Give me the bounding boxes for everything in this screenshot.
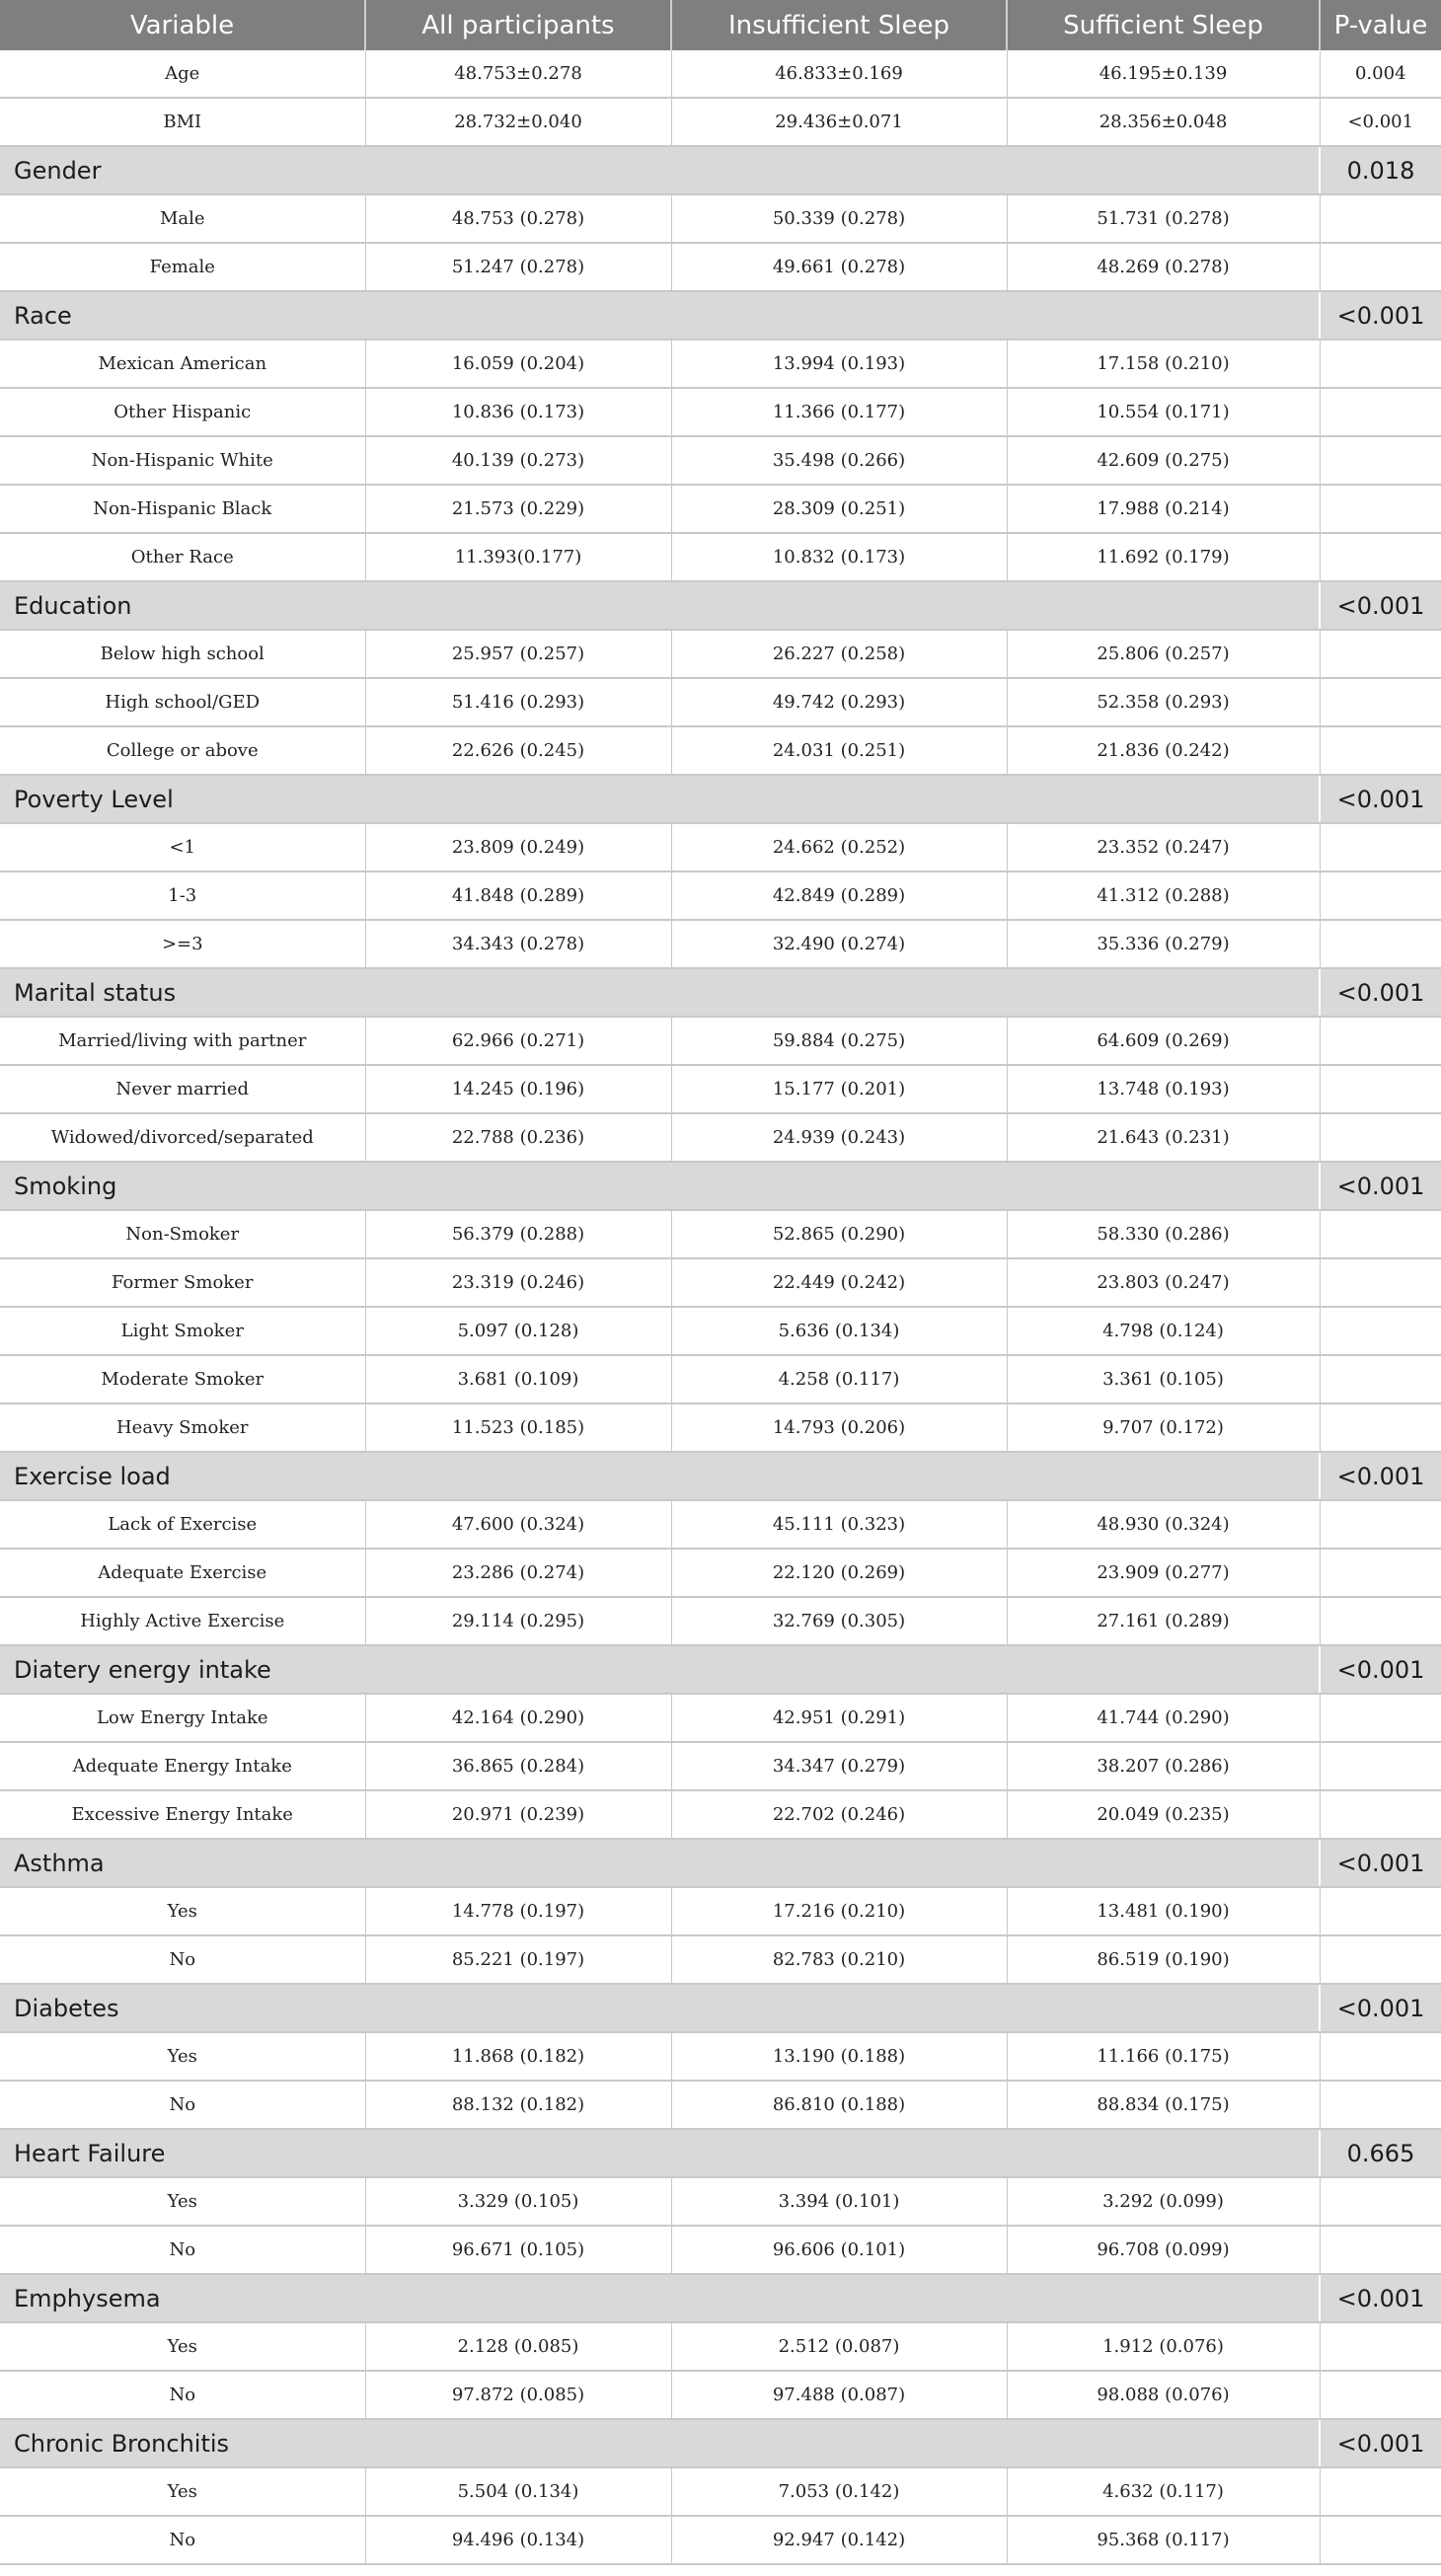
p-value-cell <box>1320 1307 1441 1355</box>
variable-cell: No <box>0 2081 365 2129</box>
p-value-cell <box>1320 2371 1441 2419</box>
sufficient-sleep-cell: 17.158 (0.210) <box>1007 340 1320 388</box>
p-value-cell <box>1320 1694 1441 1742</box>
table-row <box>0 1307 1441 1355</box>
p-value-cell <box>1320 823 1441 871</box>
table-row <box>0 2226 1441 2274</box>
p-value-cell: 0.004 <box>1320 50 1441 98</box>
insufficient-sleep-cell: 49.661 (0.278) <box>671 243 1007 291</box>
sufficient-sleep-cell: 48.269 (0.278) <box>1007 243 1320 291</box>
group-label: Education <box>0 581 1320 630</box>
insufficient-sleep-cell: 82.783 (0.210) <box>671 1935 1007 1984</box>
insufficient-sleep-cell: 24.939 (0.243) <box>671 1113 1007 1162</box>
group-header-row <box>0 1162 1441 1210</box>
all-participants-cell: 3.329 (0.105) <box>365 2177 671 2226</box>
insufficient-sleep-cell: 3.394 (0.101) <box>671 2177 1007 2226</box>
group-label: Race <box>0 291 1320 340</box>
variable-cell: Lack of Exercise <box>0 1500 365 1549</box>
p-value-cell <box>1320 871 1441 920</box>
p-value-cell <box>1320 1742 1441 1790</box>
table-row <box>0 1403 1441 1452</box>
sufficient-sleep-cell: 88.834 (0.175) <box>1007 2081 1320 2129</box>
sufficient-sleep-cell: 52.358 (0.293) <box>1007 678 1320 726</box>
p-value-cell <box>1320 2177 1441 2226</box>
all-participants-cell: 22.788 (0.236) <box>365 1113 671 1162</box>
insufficient-sleep-cell: 49.742 (0.293) <box>671 678 1007 726</box>
group-label: Smoking <box>0 1162 1320 1210</box>
all-participants-cell: 2.128 (0.085) <box>365 2322 671 2371</box>
table-row <box>0 2081 1441 2129</box>
group-header-row <box>0 2129 1441 2177</box>
p-value-cell <box>1320 388 1441 436</box>
header-all-participants: All participants <box>365 0 671 50</box>
header-variable: Variable <box>0 0 365 50</box>
header-p-value: P-value <box>1320 0 1441 50</box>
variable-cell: No <box>0 2226 365 2274</box>
sufficient-sleep-cell: 64.609 (0.269) <box>1007 1017 1320 1065</box>
insufficient-sleep-cell: 13.190 (0.188) <box>671 2032 1007 2081</box>
sufficient-sleep-cell: 4.632 (0.117) <box>1007 2467 1320 2516</box>
all-participants-cell: 3.681 (0.109) <box>365 1355 671 1403</box>
table-row <box>0 1017 1441 1065</box>
p-value-cell: <0.001 <box>1320 98 1441 146</box>
group-p-value: <0.001 <box>1320 1839 1441 1887</box>
p-value-cell <box>1320 194 1441 243</box>
p-value-cell <box>1320 1065 1441 1113</box>
group-header-row <box>0 146 1441 194</box>
sufficient-sleep-cell: 27.161 (0.289) <box>1007 1597 1320 1645</box>
insufficient-sleep-cell: 45.111 (0.323) <box>671 1500 1007 1549</box>
all-participants-cell: 29.114 (0.295) <box>365 1597 671 1645</box>
all-participants-cell: 16.059 (0.204) <box>365 340 671 388</box>
sufficient-sleep-cell: 11.166 (0.175) <box>1007 2032 1320 2081</box>
sufficient-sleep-cell: 3.292 (0.099) <box>1007 2177 1320 2226</box>
all-participants-cell: 20.971 (0.239) <box>365 1790 671 1839</box>
insufficient-sleep-cell: 35.498 (0.266) <box>671 436 1007 485</box>
insufficient-sleep-cell: 46.833±0.169 <box>671 50 1007 98</box>
table-row <box>0 1210 1441 1258</box>
insufficient-sleep-cell: 22.449 (0.242) <box>671 1258 1007 1307</box>
variable-cell: College or above <box>0 726 365 775</box>
group-p-value: <0.001 <box>1320 581 1441 630</box>
all-participants-cell: 36.865 (0.284) <box>365 1742 671 1790</box>
variable-cell: Married/living with partner <box>0 1017 365 1065</box>
all-participants-cell: 11.868 (0.182) <box>365 2032 671 2081</box>
p-value-cell <box>1320 533 1441 581</box>
all-participants-cell: 42.164 (0.290) <box>365 1694 671 1742</box>
variable-cell: Female <box>0 243 365 291</box>
p-value-cell <box>1320 2226 1441 2274</box>
insufficient-sleep-cell: 59.884 (0.275) <box>671 1017 1007 1065</box>
table-row <box>0 2177 1441 2226</box>
insufficient-sleep-cell: 86.810 (0.188) <box>671 2081 1007 2129</box>
sufficient-sleep-cell: 28.356±0.048 <box>1007 98 1320 146</box>
table-row <box>0 436 1441 485</box>
sufficient-sleep-cell: 1.912 (0.076) <box>1007 2322 1320 2371</box>
group-label: Diatery energy intake <box>0 1645 1320 1694</box>
all-participants-cell: 40.139 (0.273) <box>365 436 671 485</box>
insufficient-sleep-cell: 42.951 (0.291) <box>671 1694 1007 1742</box>
all-participants-cell: 21.573 (0.229) <box>365 485 671 533</box>
p-value-cell <box>1320 1597 1441 1645</box>
variable-cell: Yes <box>0 2177 365 2226</box>
header-sufficient-sleep: Sufficient Sleep <box>1007 0 1320 50</box>
all-participants-cell: 97.872 (0.085) <box>365 2371 671 2419</box>
all-participants-cell: 5.097 (0.128) <box>365 1307 671 1355</box>
insufficient-sleep-cell: 52.865 (0.290) <box>671 1210 1007 1258</box>
table-row <box>0 1887 1441 1935</box>
sufficient-sleep-cell: 13.481 (0.190) <box>1007 1887 1320 1935</box>
insufficient-sleep-cell: 32.769 (0.305) <box>671 1597 1007 1645</box>
insufficient-sleep-cell: 42.849 (0.289) <box>671 871 1007 920</box>
sufficient-sleep-cell: 23.909 (0.277) <box>1007 1549 1320 1597</box>
p-value-cell <box>1320 678 1441 726</box>
all-participants-cell: 51.416 (0.293) <box>365 678 671 726</box>
sufficient-sleep-cell: 46.195±0.139 <box>1007 50 1320 98</box>
group-p-value: <0.001 <box>1320 1645 1441 1694</box>
p-value-cell <box>1320 485 1441 533</box>
variable-cell: >=3 <box>0 920 365 968</box>
all-participants-cell: 5.504 (0.134) <box>365 2467 671 2516</box>
variable-cell: High school/GED <box>0 678 365 726</box>
variable-cell: Non-Smoker <box>0 1210 365 1258</box>
all-participants-cell: 14.245 (0.196) <box>365 1065 671 1113</box>
p-value-cell <box>1320 1403 1441 1452</box>
table-row <box>0 726 1441 775</box>
p-value-cell <box>1320 920 1441 968</box>
insufficient-sleep-cell: 29.436±0.071 <box>671 98 1007 146</box>
variable-cell: Excessive Energy Intake <box>0 1790 365 1839</box>
group-label: Exercise load <box>0 1452 1320 1500</box>
all-participants-cell: 96.671 (0.105) <box>365 2226 671 2274</box>
insufficient-sleep-cell: 92.947 (0.142) <box>671 2516 1007 2564</box>
p-value-cell <box>1320 1935 1441 1984</box>
variable-cell: Former Smoker <box>0 1258 365 1307</box>
all-participants-cell: 23.286 (0.274) <box>365 1549 671 1597</box>
sufficient-sleep-cell: 96.708 (0.099) <box>1007 2226 1320 2274</box>
table-row <box>0 1355 1441 1403</box>
group-p-value: <0.001 <box>1320 775 1441 823</box>
p-value-cell <box>1320 1887 1441 1935</box>
table-row <box>0 194 1441 243</box>
p-value-cell <box>1320 630 1441 678</box>
group-label: Marital status <box>0 968 1320 1017</box>
group-label: Gender <box>0 146 1320 194</box>
insufficient-sleep-cell: 28.309 (0.251) <box>671 485 1007 533</box>
all-participants-cell: 41.848 (0.289) <box>365 871 671 920</box>
insufficient-sleep-cell: 34.347 (0.279) <box>671 1742 1007 1790</box>
all-participants-cell: 10.836 (0.173) <box>365 388 671 436</box>
insufficient-sleep-cell: 17.216 (0.210) <box>671 1887 1007 1935</box>
p-value-cell <box>1320 1790 1441 1839</box>
p-value-cell <box>1320 2081 1441 2129</box>
insufficient-sleep-cell: 7.053 (0.142) <box>671 2467 1007 2516</box>
all-participants-cell: 25.957 (0.257) <box>365 630 671 678</box>
group-p-value: <0.001 <box>1320 291 1441 340</box>
sufficient-sleep-cell: 11.692 (0.179) <box>1007 533 1320 581</box>
sufficient-sleep-cell: 25.806 (0.257) <box>1007 630 1320 678</box>
table-row <box>0 1742 1441 1790</box>
group-label: Chronic Bronchitis <box>0 2419 1320 2467</box>
group-header-row <box>0 1645 1441 1694</box>
p-value-cell <box>1320 1500 1441 1549</box>
variable-cell: Highly Active Exercise <box>0 1597 365 1645</box>
table-row <box>0 243 1441 291</box>
all-participants-cell: 23.319 (0.246) <box>365 1258 671 1307</box>
p-value-cell <box>1320 1355 1441 1403</box>
p-value-cell <box>1320 1017 1441 1065</box>
all-participants-cell: 62.966 (0.271) <box>365 1017 671 1065</box>
table-row <box>0 1500 1441 1549</box>
variable-cell: Never married <box>0 1065 365 1113</box>
all-participants-cell: 34.343 (0.278) <box>365 920 671 968</box>
all-participants-cell: 48.753±0.278 <box>365 50 671 98</box>
table-row <box>0 2467 1441 2516</box>
table-row <box>0 630 1441 678</box>
variable-cell: Widowed/divorced/separated <box>0 1113 365 1162</box>
variable-cell: Moderate Smoker <box>0 1355 365 1403</box>
sufficient-sleep-cell: 42.609 (0.275) <box>1007 436 1320 485</box>
p-value-cell <box>1320 2322 1441 2371</box>
variable-cell: <1 <box>0 823 365 871</box>
insufficient-sleep-cell: 15.177 (0.201) <box>671 1065 1007 1113</box>
variable-cell: Yes <box>0 2032 365 2081</box>
group-header-row <box>0 581 1441 630</box>
all-participants-cell: 51.247 (0.278) <box>365 243 671 291</box>
variable-cell: Adequate Exercise <box>0 1549 365 1597</box>
sufficient-sleep-cell: 35.336 (0.279) <box>1007 920 1320 968</box>
variable-cell: Non-Hispanic Black <box>0 485 365 533</box>
table-row <box>0 50 1441 98</box>
variable-cell: No <box>0 2516 365 2564</box>
sufficient-sleep-cell: 48.930 (0.324) <box>1007 1500 1320 1549</box>
table-row <box>0 485 1441 533</box>
variable-cell: Low Energy Intake <box>0 1694 365 1742</box>
insufficient-sleep-cell: 50.339 (0.278) <box>671 194 1007 243</box>
variable-cell: No <box>0 1935 365 1984</box>
insufficient-sleep-cell: 96.606 (0.101) <box>671 2226 1007 2274</box>
table-row <box>0 98 1441 146</box>
table-row <box>0 1790 1441 1839</box>
insufficient-sleep-cell: 24.662 (0.252) <box>671 823 1007 871</box>
group-header-row <box>0 2274 1441 2322</box>
sufficient-sleep-cell: 10.554 (0.171) <box>1007 388 1320 436</box>
insufficient-sleep-cell: 24.031 (0.251) <box>671 726 1007 775</box>
group-p-value: <0.001 <box>1320 1452 1441 1500</box>
group-label: Emphysema <box>0 2274 1320 2322</box>
sufficient-sleep-cell: 20.049 (0.235) <box>1007 1790 1320 1839</box>
table-row <box>0 678 1441 726</box>
p-value-cell <box>1320 2516 1441 2564</box>
all-participants-cell: 47.600 (0.324) <box>365 1500 671 1549</box>
insufficient-sleep-cell: 26.227 (0.258) <box>671 630 1007 678</box>
table-row <box>0 1694 1441 1742</box>
sufficient-sleep-cell: 9.707 (0.172) <box>1007 1403 1320 1452</box>
sufficient-sleep-cell: 23.803 (0.247) <box>1007 1258 1320 1307</box>
insufficient-sleep-cell: 22.702 (0.246) <box>671 1790 1007 1839</box>
group-label: Diabetes <box>0 1984 1320 2032</box>
table-row <box>0 1597 1441 1645</box>
p-value-cell <box>1320 2467 1441 2516</box>
insufficient-sleep-cell: 11.366 (0.177) <box>671 388 1007 436</box>
sufficient-sleep-cell: 41.312 (0.288) <box>1007 871 1320 920</box>
all-participants-cell: 85.221 (0.197) <box>365 1935 671 1984</box>
group-header-row <box>0 775 1441 823</box>
variable-cell: BMI <box>0 98 365 146</box>
variable-cell: Yes <box>0 1887 365 1935</box>
p-value-cell <box>1320 340 1441 388</box>
table-row <box>0 1113 1441 1162</box>
variable-cell: Below high school <box>0 630 365 678</box>
table-row <box>0 533 1441 581</box>
insufficient-sleep-cell: 32.490 (0.274) <box>671 920 1007 968</box>
table-row <box>0 2516 1441 2564</box>
insufficient-sleep-cell: 14.793 (0.206) <box>671 1403 1007 1452</box>
p-value-cell <box>1320 1210 1441 1258</box>
table-row <box>0 2032 1441 2081</box>
group-p-value: <0.001 <box>1320 2274 1441 2322</box>
group-label: Asthma <box>0 1839 1320 1887</box>
p-value-cell <box>1320 243 1441 291</box>
table-row <box>0 1258 1441 1307</box>
sufficient-sleep-cell: 21.643 (0.231) <box>1007 1113 1320 1162</box>
variable-cell: Heavy Smoker <box>0 1403 365 1452</box>
variable-cell: Male <box>0 194 365 243</box>
table-row <box>0 823 1441 871</box>
all-participants-cell: 14.778 (0.197) <box>365 1887 671 1935</box>
variable-cell: Age <box>0 50 365 98</box>
group-p-value: <0.001 <box>1320 968 1441 1017</box>
all-participants-cell: 23.809 (0.249) <box>365 823 671 871</box>
table-row <box>0 1065 1441 1113</box>
sufficient-sleep-cell: 3.361 (0.105) <box>1007 1355 1320 1403</box>
sufficient-sleep-cell: 98.088 (0.076) <box>1007 2371 1320 2419</box>
variable-cell: 1-3 <box>0 871 365 920</box>
variable-cell: Other Hispanic <box>0 388 365 436</box>
p-value-cell <box>1320 726 1441 775</box>
sufficient-sleep-cell: 21.836 (0.242) <box>1007 726 1320 775</box>
group-p-value: <0.001 <box>1320 2419 1441 2467</box>
group-header-row <box>0 291 1441 340</box>
sufficient-sleep-cell: 95.368 (0.117) <box>1007 2516 1320 2564</box>
table-row <box>0 871 1441 920</box>
all-participants-cell: 94.496 (0.134) <box>365 2516 671 2564</box>
sufficient-sleep-cell: 86.519 (0.190) <box>1007 1935 1320 1984</box>
all-participants-cell: 48.753 (0.278) <box>365 194 671 243</box>
variable-cell: Adequate Energy Intake <box>0 1742 365 1790</box>
group-p-value: 0.018 <box>1320 146 1441 194</box>
variable-cell: Light Smoker <box>0 1307 365 1355</box>
sufficient-sleep-cell: 38.207 (0.286) <box>1007 1742 1320 1790</box>
table-row <box>0 2371 1441 2419</box>
p-value-cell <box>1320 1549 1441 1597</box>
sufficient-sleep-cell: 17.988 (0.214) <box>1007 485 1320 533</box>
group-p-value: 0.665 <box>1320 2129 1441 2177</box>
all-participants-cell: 88.132 (0.182) <box>365 2081 671 2129</box>
group-p-value: <0.001 <box>1320 1984 1441 2032</box>
p-value-cell <box>1320 2032 1441 2081</box>
table-header-row <box>0 0 1441 50</box>
insufficient-sleep-cell: 4.258 (0.117) <box>671 1355 1007 1403</box>
all-participants-cell: 56.379 (0.288) <box>365 1210 671 1258</box>
sufficient-sleep-cell: 23.352 (0.247) <box>1007 823 1320 871</box>
insufficient-sleep-cell: 13.994 (0.193) <box>671 340 1007 388</box>
p-value-cell <box>1320 1258 1441 1307</box>
sufficient-sleep-cell: 13.748 (0.193) <box>1007 1065 1320 1113</box>
all-participants-cell: 22.626 (0.245) <box>365 726 671 775</box>
all-participants-cell: 11.523 (0.185) <box>365 1403 671 1452</box>
group-header-row <box>0 968 1441 1017</box>
table-body <box>0 50 1441 2564</box>
variable-cell: Yes <box>0 2467 365 2516</box>
insufficient-sleep-cell: 97.488 (0.087) <box>671 2371 1007 2419</box>
variable-cell: Yes <box>0 2322 365 2371</box>
all-participants-cell: 11.393(0.177) <box>365 533 671 581</box>
insufficient-sleep-cell: 5.636 (0.134) <box>671 1307 1007 1355</box>
insufficient-sleep-cell: 10.832 (0.173) <box>671 533 1007 581</box>
group-header-row <box>0 2419 1441 2467</box>
group-header-row <box>0 1984 1441 2032</box>
variable-cell: Non-Hispanic White <box>0 436 365 485</box>
group-label: Poverty Level <box>0 775 1320 823</box>
group-p-value: <0.001 <box>1320 1162 1441 1210</box>
group-header-row <box>0 1452 1441 1500</box>
table-row <box>0 920 1441 968</box>
table-row <box>0 388 1441 436</box>
sufficient-sleep-cell: 41.744 (0.290) <box>1007 1694 1320 1742</box>
header-insufficient-sleep: Insufficient Sleep <box>671 0 1007 50</box>
table-row <box>0 1935 1441 1984</box>
sufficient-sleep-cell: 51.731 (0.278) <box>1007 194 1320 243</box>
table-row <box>0 1549 1441 1597</box>
insufficient-sleep-cell: 22.120 (0.269) <box>671 1549 1007 1597</box>
table-row <box>0 340 1441 388</box>
sufficient-sleep-cell: 58.330 (0.286) <box>1007 1210 1320 1258</box>
sufficient-sleep-cell: 4.798 (0.124) <box>1007 1307 1320 1355</box>
variable-cell: Other Race <box>0 533 365 581</box>
p-value-cell <box>1320 436 1441 485</box>
group-label: Heart Failure <box>0 2129 1320 2177</box>
table-row <box>0 2322 1441 2371</box>
p-value-cell <box>1320 1113 1441 1162</box>
variable-cell: No <box>0 2371 365 2419</box>
insufficient-sleep-cell: 2.512 (0.087) <box>671 2322 1007 2371</box>
group-header-row <box>0 1839 1441 1887</box>
variable-cell: Mexican American <box>0 340 365 388</box>
all-participants-cell: 28.732±0.040 <box>365 98 671 146</box>
